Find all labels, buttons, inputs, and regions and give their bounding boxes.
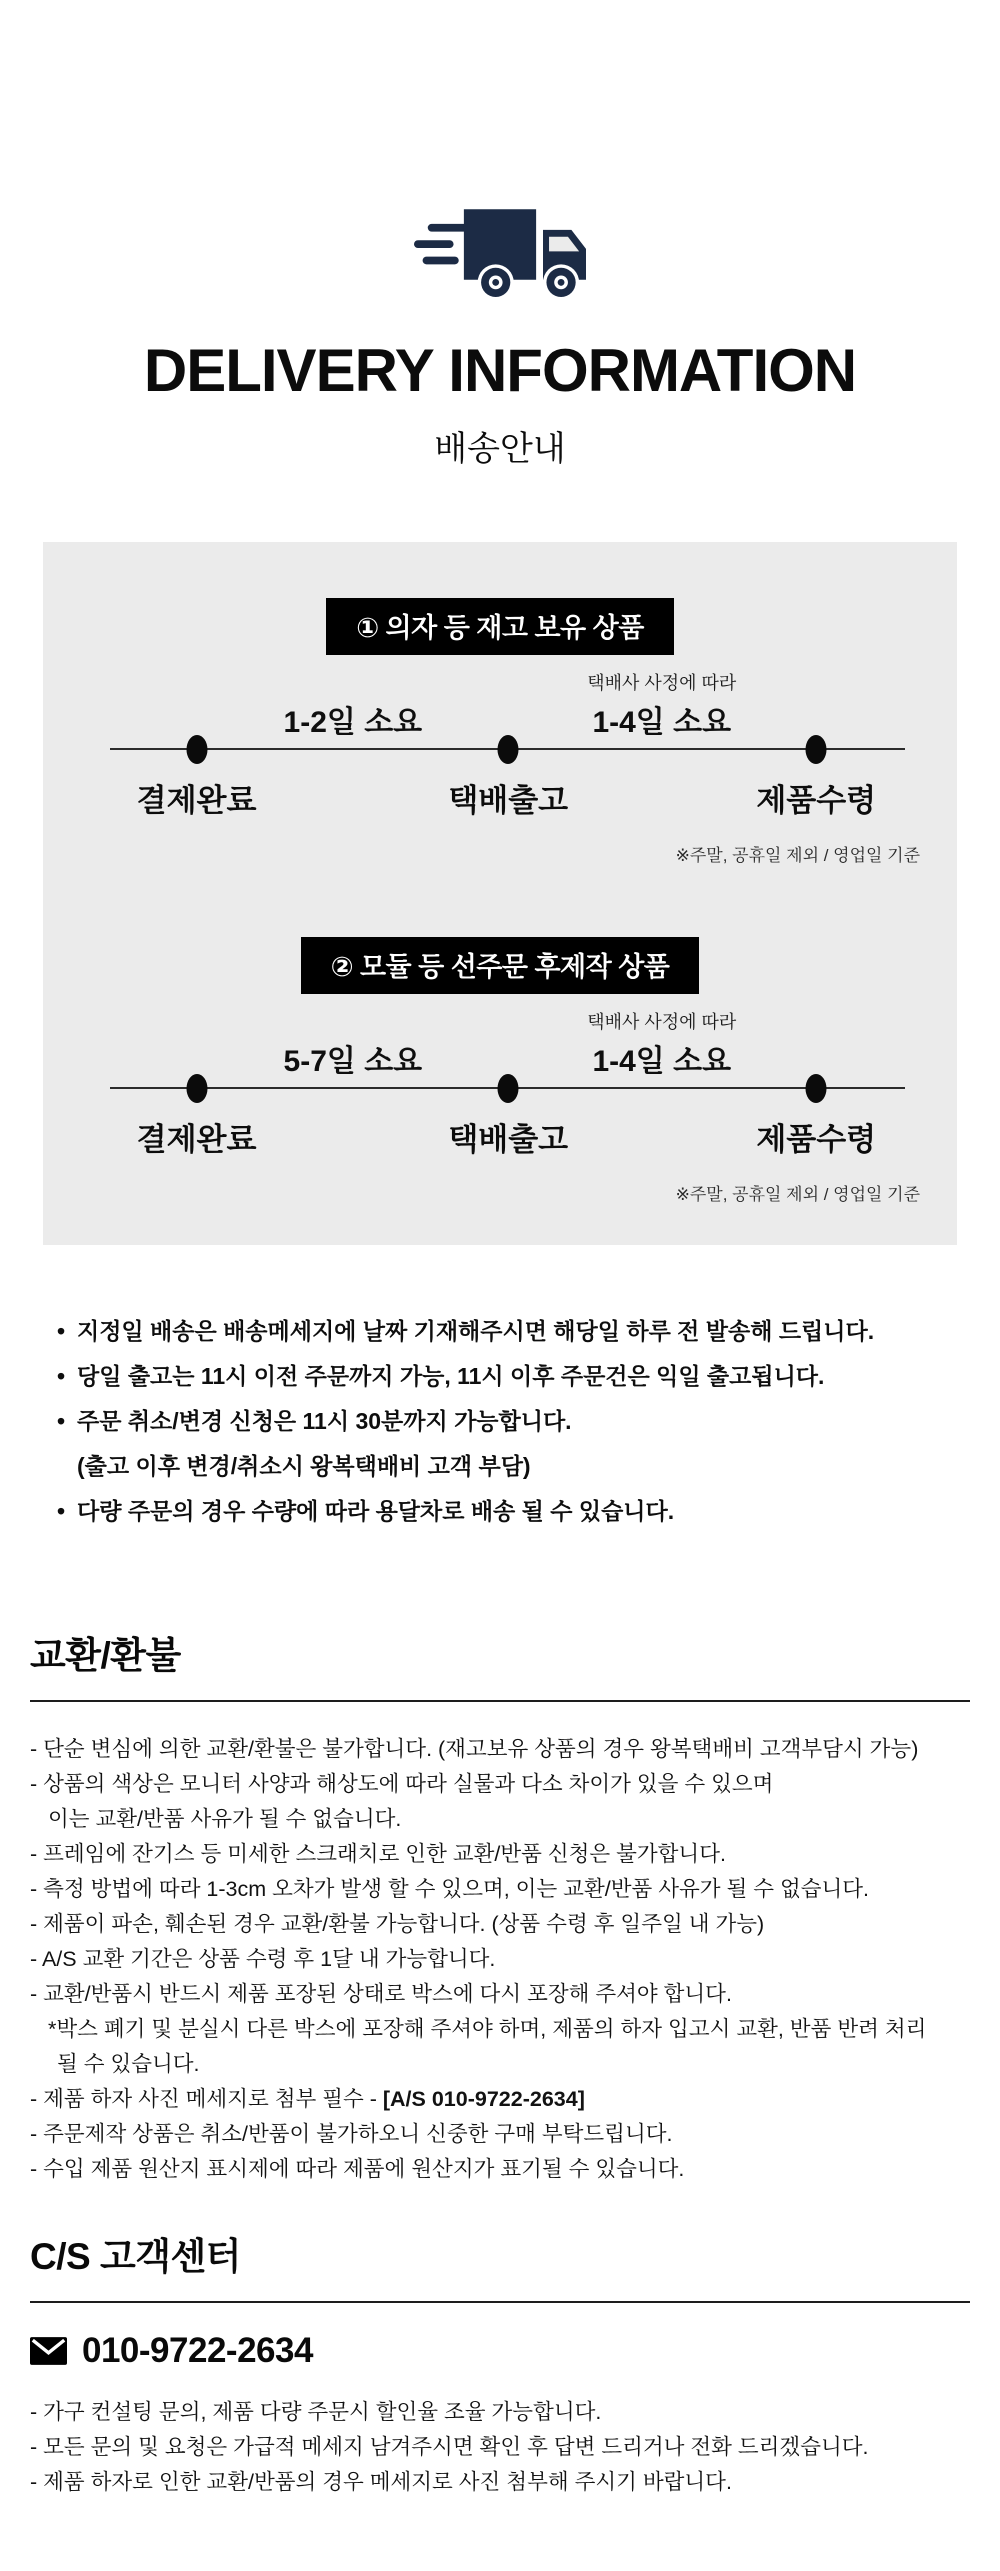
list-item: 이는 교환/반품 사유가 될 수 없습니다. bbox=[48, 1807, 402, 1831]
exchange-refund-heading: 교환/환불 bbox=[30, 1635, 181, 1676]
timeline-2-station-payment: 결제완료 bbox=[136, 1122, 257, 1157]
note-text: 지정일 배송은 배송메세지에 날짜 기재해주시면 해당일 하루 전 발송해 드립니다. bbox=[77, 1318, 875, 1344]
delivery-truck-icon bbox=[414, 202, 586, 306]
exchange-refund-list bbox=[30, 1732, 970, 2187]
timeline-1 bbox=[43, 655, 957, 905]
timeline-1-badge: ① 의자 등 재고 보유 상품 bbox=[326, 598, 674, 655]
list-item: *박스 폐기 및 분실시 다른 박스에 포장해 주셔야 하며, 제품의 하자 입고시 교환, 반품 반려 처리 bbox=[48, 2017, 927, 2041]
timeline-2-station-receive: 제품수령 bbox=[756, 1122, 877, 1157]
timeline-2-footnote: ※주말, 공휴일 제외 / 영업일 기준 bbox=[675, 1185, 920, 1204]
cs-center-heading: C/S 고객센터 bbox=[30, 2236, 241, 2277]
page-title: DELIVERY INFORMATION bbox=[143, 337, 857, 404]
shipping-info-box bbox=[43, 542, 957, 1245]
bullet-marker: • bbox=[57, 1363, 66, 1389]
list-item: - 단순 변심에 의한 교환/환불은 불가합니다. (재고보유 상품의 경우 왕복택배비 고객부담시 가능) bbox=[30, 1737, 919, 1761]
list-item: - 상품의 색상은 모니터 사양과 해상도에 따라 실물과 다소 차이가 있을 수 있으며 bbox=[30, 1772, 774, 1796]
page-header bbox=[0, 0, 1000, 470]
note-text: (출고 이후 변경/취소시 왕복택배비 고객 부담) bbox=[77, 1453, 531, 1479]
section-divider bbox=[30, 1700, 970, 1702]
timeline-1-dot-1 bbox=[186, 735, 207, 764]
timeline-1-dot-3 bbox=[806, 735, 827, 764]
cs-notes-list bbox=[30, 2395, 970, 2500]
timeline-1-station-payment: 결제완료 bbox=[136, 783, 257, 818]
list-item: - 가구 컨설팅 문의, 제품 다량 주문시 할인율 조율 가능합니다. bbox=[30, 2400, 602, 2424]
cs-phone-number: 010-9722-2634 bbox=[82, 2331, 313, 2370]
timeline-2-station-shipout: 택배출고 bbox=[448, 1122, 569, 1157]
as-phone-number: [A/S 010-9722-2634] bbox=[382, 2087, 585, 2111]
timeline-2-segment-2-duration: 1-4일 소요 bbox=[592, 1045, 732, 1078]
timeline-1-dot-2 bbox=[498, 735, 519, 764]
note-text: 당일 출고는 11시 이전 주문까지 가능, 11시 이후 주문건은 익일 출고됩니다. bbox=[77, 1363, 825, 1389]
bullet-marker: • bbox=[57, 1498, 66, 1524]
list-item: - 제품이 파손, 훼손된 경우 교환/환불 가능합니다. (상품 수령 후 일주일 내 가능) bbox=[30, 1912, 765, 1936]
timeline-1-segment-2-duration: 1-4일 소요 bbox=[592, 706, 732, 739]
shipping-notes-list bbox=[57, 1309, 1000, 1534]
bullet-marker: • bbox=[57, 1318, 66, 1344]
list-item: 될 수 있습니다. bbox=[57, 2052, 200, 2076]
cs-center-section bbox=[30, 2235, 970, 2500]
timeline-2-dot-2 bbox=[498, 1074, 519, 1103]
timeline-1-courier-note: 택배사 사정에 따라 bbox=[587, 673, 737, 693]
timeline-2-dot-3 bbox=[806, 1074, 827, 1103]
list-item: - 주문제작 상품은 취소/반품이 불가하오니 신중한 구매 부탁드립니다. bbox=[30, 2122, 673, 2146]
page-subtitle: 배송안내 bbox=[434, 430, 566, 468]
list-item-defect-photo bbox=[30, 2082, 970, 2117]
note-text: 주문 취소/변경 신청은 11시 30분까지 가능합니다. bbox=[77, 1408, 572, 1434]
list-item bbox=[57, 1399, 1000, 1444]
exchange-refund-section bbox=[30, 1634, 970, 2187]
list-item: - 모든 문의 및 요청은 가급적 메세지 남겨주시면 확인 후 답변 드리거나 전화 드리겠습니다. bbox=[30, 2435, 869, 2459]
envelope-icon bbox=[30, 2337, 67, 2365]
timeline-2 bbox=[43, 994, 957, 1244]
list-item bbox=[57, 1489, 1000, 1534]
list-item: - A/S 교환 기간은 상품 수령 후 1달 내 가능합니다. bbox=[30, 1947, 496, 1971]
bullet-marker: • bbox=[57, 1408, 66, 1434]
timeline-2-courier-note: 택배사 사정에 따라 bbox=[587, 1012, 737, 1032]
section-divider bbox=[30, 2301, 970, 2303]
timeline-1-station-shipout: 택배출고 bbox=[448, 783, 569, 818]
timeline-2-dot-1 bbox=[186, 1074, 207, 1103]
defect-line-text: - 제품 하자 사진 메세지로 첨부 필수 - bbox=[30, 2087, 383, 2111]
timeline-1-station-receive: 제품수령 bbox=[756, 783, 877, 818]
list-item bbox=[57, 1444, 1000, 1489]
note-text: 다량 주문의 경우 수량에 따라 용달차로 배송 될 수 있습니다. bbox=[77, 1498, 675, 1524]
timeline-2-badge: ② 모듈 등 선주문 후제작 상품 bbox=[301, 937, 700, 994]
bullet-marker bbox=[57, 1444, 77, 1489]
list-item bbox=[57, 1354, 1000, 1399]
timeline-2-segment-1-duration: 5-7일 소요 bbox=[283, 1045, 423, 1078]
list-item: - 교환/반품시 반드시 제품 포장된 상태로 박스에 다시 포장해 주셔야 합니다. bbox=[30, 1982, 732, 2006]
list-item: - 프레임에 잔기스 등 미세한 스크래치로 인한 교환/반품 신청은 불가합니다. bbox=[30, 1842, 726, 1866]
cs-phone-row bbox=[30, 2331, 970, 2371]
list-item bbox=[57, 1309, 1000, 1354]
list-item: - 수입 제품 원산지 표시제에 따라 제품에 원산지가 표기될 수 있습니다. bbox=[30, 2157, 685, 2181]
timeline-1-footnote: ※주말, 공휴일 제외 / 영업일 기준 bbox=[675, 846, 920, 865]
list-item: - 제품 하자로 인한 교환/반품의 경우 메세지로 사진 첨부해 주시기 바랍니다. bbox=[30, 2470, 732, 2494]
list-item: - 측정 방법에 따라 1-3cm 오차가 발생 할 수 있으며, 이는 교환/반품 사유가 될 수 없습니다. bbox=[30, 1877, 870, 1901]
timeline-1-segment-1-duration: 1-2일 소요 bbox=[283, 706, 423, 739]
